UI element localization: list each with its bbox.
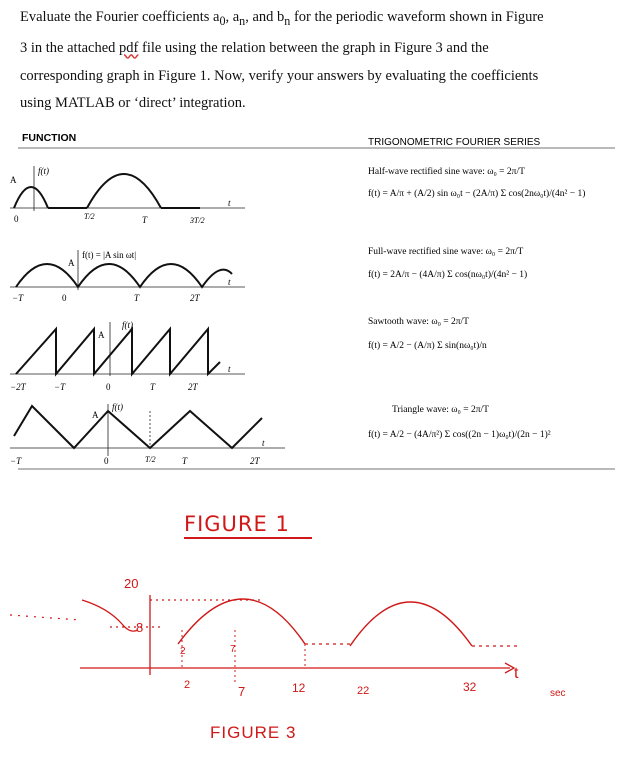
amp-label: A — [10, 175, 17, 185]
tick: −T — [54, 382, 66, 392]
question-line-3: corresponding graph in Figure 1. Now, verify your answers by evaluating the coefficients — [20, 67, 539, 84]
arch-1 — [178, 599, 305, 644]
small-label-7: 7 — [230, 644, 236, 655]
tick: 2T — [250, 456, 260, 466]
t-label: t — [262, 438, 265, 448]
tick: T — [150, 382, 156, 392]
col-function-header: FUNCTION — [22, 132, 77, 144]
tick: 0 — [106, 382, 111, 392]
tick: T/2 — [145, 455, 156, 464]
small-label-2: 2 — [180, 646, 186, 657]
x-label-32: 32 — [463, 680, 477, 694]
series-title: Full-wave rectified sine wave: ω₀ = 2π/T — [368, 247, 524, 257]
figure-1 — [0, 126, 627, 496]
ylabel: f(t) = |A sin ωt| — [82, 250, 137, 260]
t-label: t — [228, 277, 231, 287]
pdf-word: pdf — [119, 40, 139, 57]
series-formula: f(t) = 2A/π − (4A/π) Σ cos(nω₀t)/(4n² − 1) — [368, 270, 528, 280]
question-line-2: 3 in the attached pdf file using the relation between the graph in Figure 3 and the — [20, 40, 489, 57]
amp-label: A — [92, 410, 99, 420]
tick: 0 — [62, 293, 67, 303]
series-formula: f(t) = A/π + (A/2) sin ω₀t − (2A/π) Σ cos(2nω₀t)/(4n² − 1) — [368, 189, 586, 199]
x-label-12: 12 — [292, 681, 306, 695]
ylabel: f(t) — [112, 402, 123, 412]
tick: T/2 — [84, 212, 95, 221]
y-label-20: 20 — [124, 576, 139, 591]
series-title: Triangle wave: ω₀ = 2π/T — [392, 405, 489, 415]
row-triangle — [10, 402, 551, 466]
x-label-7: 7 — [238, 684, 246, 699]
tick: −2T — [10, 382, 26, 392]
row-sawtooth — [10, 317, 487, 392]
ylabel: f(t) — [38, 166, 49, 176]
tick: 2T — [190, 293, 200, 303]
ylabel: f(t) — [122, 320, 133, 330]
amp-label: A — [98, 330, 105, 340]
row-full-wave — [10, 246, 527, 303]
series-title: Sawtooth wave: ω₀ = 2π/T — [368, 317, 469, 327]
row-half-wave — [10, 166, 585, 225]
col-series-header: TRIGONOMETRIC FOURIER SERIES — [368, 137, 541, 148]
t-label: t — [514, 665, 519, 682]
question-text — [20, 4, 610, 118]
tick: 3T/2 — [190, 216, 205, 225]
amp-label: A — [68, 258, 75, 268]
x-label-2: 2 — [184, 679, 191, 691]
tick: 2T — [188, 382, 198, 392]
figure-3 — [0, 560, 627, 770]
t-label: t — [228, 198, 231, 208]
figure-1-caption-text: FIGURE 1 — [184, 512, 290, 536]
tick: −T — [10, 456, 22, 466]
arch-2 — [350, 602, 472, 646]
series-formula: f(t) = A/2 − (4A/π²) Σ cos((2n − 1)ω₀t)/(2n − 1)² — [368, 430, 551, 440]
series-title: Half-wave rectified sine wave: ω₀ = 2π/T — [368, 167, 525, 177]
tick: T — [134, 293, 140, 303]
tick: 0 — [104, 456, 109, 466]
y-label-8: 8 — [136, 620, 144, 635]
unit-label: sec — [550, 688, 566, 699]
question-line-1: Evaluate the Fourier coefficients $a_0$, $a_n$, and $b_n$ for the periodic waveform shown in Figure — [20, 9, 544, 28]
figure-3-caption: FIGURE 3 — [210, 723, 297, 742]
tick: T — [182, 456, 188, 466]
question-line-4: using MATLAB or ‘direct’ integration. — [20, 95, 246, 112]
tick: 0 — [14, 214, 19, 224]
tick: −T — [12, 293, 24, 303]
tick: T — [142, 215, 148, 225]
series-formula: f(t) = A/2 − (A/π) Σ sin(nω₀t)/n — [368, 341, 487, 351]
t-label: t — [228, 364, 231, 374]
figure-1-caption-wrap — [184, 512, 312, 539]
x-label-22: 22 — [357, 685, 370, 697]
